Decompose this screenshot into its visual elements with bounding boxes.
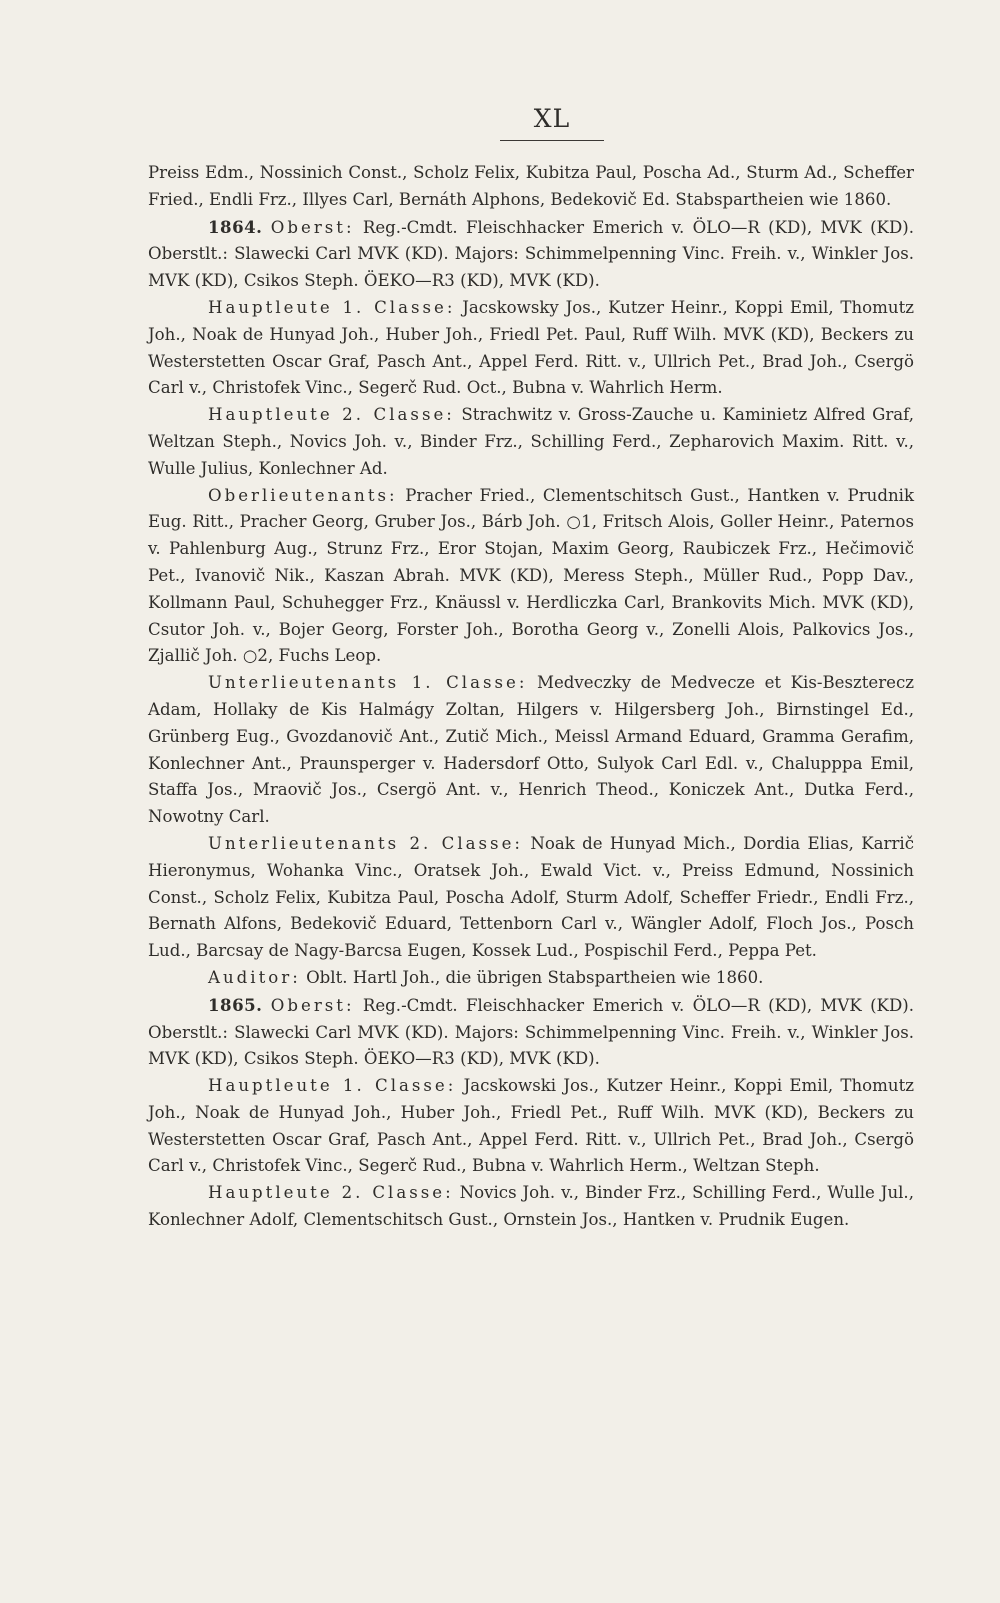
rank-label: Hauptleute 1. Classe: bbox=[208, 1076, 457, 1096]
paragraph-text: Reg.-Cmdt. Fleischhacker Emerich v. ÖLO—R (KD), MVK (KD). Oberstlt.: Slawecki Carl MVK (KD). Majors: Schimmelpenning Vinc. Freih. v., Winkler Jos. MVK (KD), Csikos Steph. ÖEKO—R3 (KD), MVK (KD). bbox=[148, 995, 915, 1069]
paragraph bbox=[148, 831, 914, 965]
paragraph bbox=[148, 402, 914, 482]
year-heading: 1865. bbox=[208, 994, 263, 1015]
paragraph-text: Reg.-Cmdt. Fleischhacker Emerich v. ÖLO—R (KD), MVK (KD). Oberstlt.: Slawecki Carl MVK (KD). Majors: Schimmelpenning Vinc. Freih. v., Winkler Jos. MVK (KD), Csikos Steph. ÖEKO—R3 (KD), MVK (KD). bbox=[148, 217, 915, 291]
rank-label: Auditor: bbox=[208, 967, 301, 987]
year-heading: 1864. bbox=[208, 216, 263, 237]
rank-label: Hauptleute 2. Classe: bbox=[208, 1183, 454, 1203]
paragraph-text: Strachwitz v. Gross-Zauche u. Kaminietz Alfred Graf, Weltzan Steph., Novics Joh. v., Binder Frz., Schilling Ferd., Zepharovich Maxim. Ritt. v., Wulle Julius, Konlechner Ad. bbox=[148, 405, 914, 478]
rank-label: Unterlieutenants 1. Classe: bbox=[208, 673, 528, 693]
rank-label: Oberst: bbox=[270, 995, 355, 1015]
paragraph-text: Medveczky de Medvecze et Kis-Beszterecz Adam, Hollaky de Kis Halmágy Zoltan, Hilgers v. Hilgersberg Joh., Birnstingel Ed., Grünberg Eug., Gvozdanovič Ant., Zutič Mich., Meissl Armand Eduard, Gramma Gerafim, Konlechner Ant., Praunsperger v. Hadersdorf Otto, Sulyok Carl Edl. v., Chalupppa Emil, Staffa Jos., Mraovič Jos., Csergö Ant. v., Henrich Theod., Koniczek Ant., Dutka Ferd., Nowotny Carl. bbox=[148, 673, 914, 827]
page-number: XL bbox=[533, 104, 571, 133]
paragraph bbox=[148, 295, 914, 402]
paragraph-text: Noak de Hunyad Mich., Dordia Elias, Karrič Hieronymus, Wohanka Vinc., Oratsek Joh., Ewald Vict. v., Preiss Edmund, Nossinich Const., Scholz Felix, Kubitza Paul, Poscha Adolf, Sturm Adolf, Scheffer Friedr., Endli Frz., Bernath Alfons, Bedekovič Eduard, Tettenborn Carl v., Wängler Adolf, Floch Jos., Posch Lud., Barcsay de Nagy-Barcsa Eugen, Kossek Lud., Pospischil Ferd., Peppa Pet. bbox=[148, 833, 915, 961]
paragraph bbox=[148, 160, 914, 214]
rank-label: Hauptleute 1. Classe: bbox=[208, 297, 456, 317]
paragraph-text: Jacskowsky Jos., Kutzer Heinr., Koppi Emil, Thomutz Joh., Noak de Hunyad Joh., Huber Joh., Friedl Pet. Paul, Ruff Wilh. MVK (KD), Beckers zu Westerstetten Oscar Graf, Pasch Ant., Appel Ferd. Ritt. v., Ullrich Pet., Brad Joh., Csergö Carl v., Christofek Vinc., Segerč Rud. Oct., Bubna v. Wahrlich Herm. bbox=[148, 297, 914, 398]
paragraph bbox=[148, 670, 914, 831]
rank-label: Hauptleute 2. Classe: bbox=[208, 405, 455, 425]
rank-label: Oberst: bbox=[270, 217, 355, 237]
paragraph bbox=[148, 992, 914, 1073]
paragraph bbox=[148, 1180, 914, 1234]
paragraph bbox=[148, 214, 914, 295]
paragraph-text: Jacskowski Jos., Kutzer Heinr., Koppi Emil, Thomutz Joh., Noak de Hunyad Joh., Huber Joh., Friedl Pet., Ruff Wilh. MVK (KD), Beckers zu Westerstetten Oscar Graf, Pasch Ant., Appel Ferd. Ritt. v., Ullrich Pet., Brad Joh., Csergö Carl v., Christofek Vinc., Segerč Rud., Bubna v. Wahrlich Herm., Weltzan Steph. bbox=[148, 1076, 914, 1176]
paragraph bbox=[148, 483, 914, 671]
paragraph bbox=[148, 965, 914, 992]
paragraph-text: Preiss Edm., Nossinich Const., Scholz Felix, Kubitza Paul, Poscha Ad., Sturm Ad., Scheffer Fried., Endli Frz., Illyes Carl, Bernáth Alphons, Bedekovič Ed. Stabspartheien wie 1860. bbox=[148, 163, 914, 209]
paragraph-text: Novics Joh. v., Binder Frz., Schilling Ferd., Wulle Jul., Konlechner Adolf, Clementschitsch Gust., Ornstein Jos., Hantken v. Prudnik Eugen. bbox=[148, 1183, 914, 1230]
paragraph bbox=[148, 1073, 914, 1180]
header-rule bbox=[500, 140, 604, 141]
rank-label: Oberlieutenants: bbox=[208, 485, 398, 505]
rank-label: Unterlieutenants 2. Classe: bbox=[208, 833, 523, 853]
paragraph-text: Pracher Fried., Clementschitsch Gust., Hantken v. Prudnik Eug. Ritt., Pracher Georg, Gruber Jos., Bárb Joh. ○1, Fritsch Alois, Goller Heinr., Paternos v. Pahlenburg Aug., Strunz Frz., Eror Stojan, Maxim Georg, Raubiczek Frz., Hečimovič Pet., Ivanovič Nik., Kaszan Abrah. MVK (KD), Meress Steph., Müller Rud., Popp Dav., Kollmann Paul, Schuhegger Frz., Knäussl v. Herdliczka Carl, Brankovits Mich. MVK (KD), Csutor Joh. v., Bojer Georg, Forster Joh., Borotha Georg v., Zonelli Alois, Palkovics Jos., Zjallič Joh. ○2, Fuchs Leop. bbox=[148, 485, 914, 666]
document-body bbox=[148, 160, 914, 1234]
paragraph-text: Oblt. Hartl Joh., die übrigen Stabspartheien wie 1860. bbox=[306, 967, 764, 987]
